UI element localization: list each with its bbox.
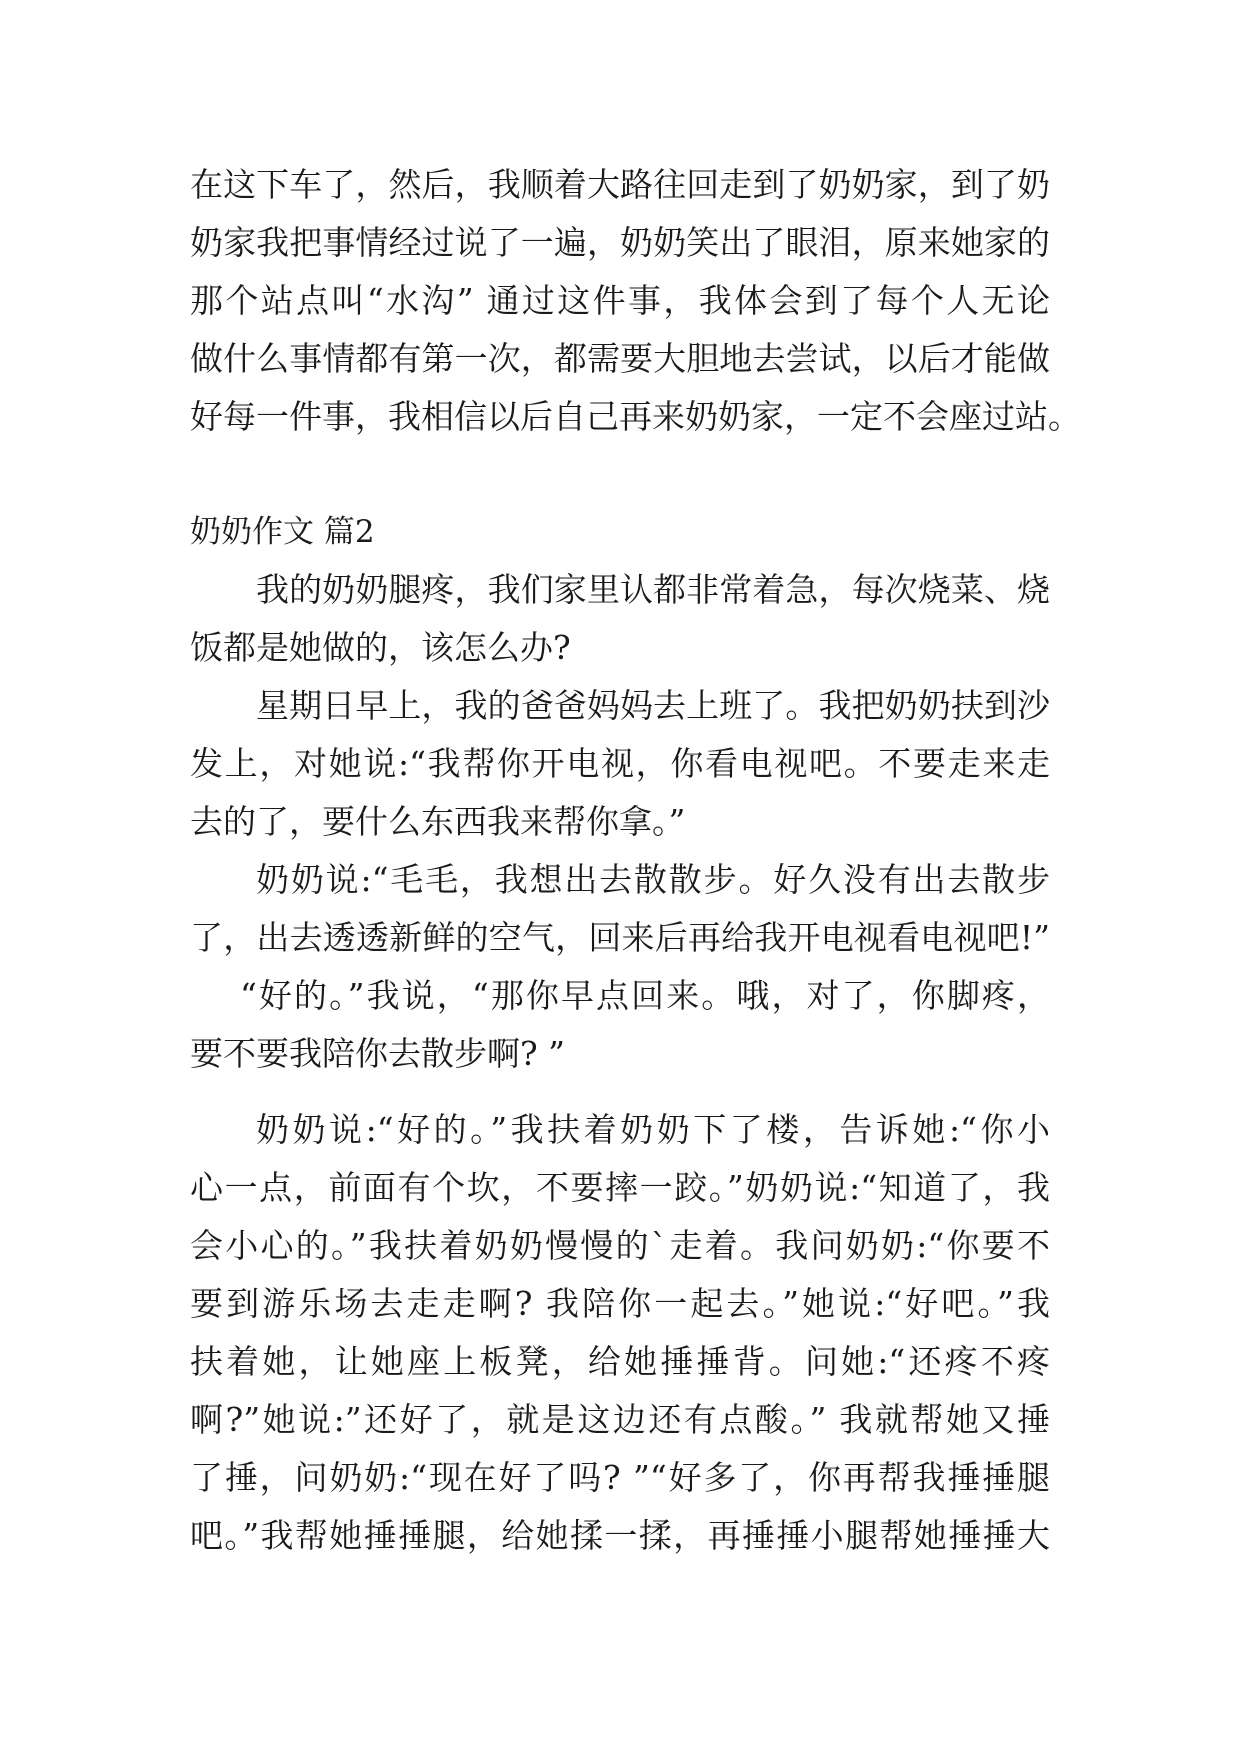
text-line: 奶家我把事情经过说了一遍，奶奶笑出了眼泪，原来她家的	[190, 223, 1050, 262]
text-line: 饭都是她做的，该怎么办?	[190, 628, 571, 667]
text-line: 心一点，前面有个坎，不要摔一跤。”奶奶说:“知道了，我	[190, 1168, 1050, 1207]
text-line: 做什么事情都有第一次，都需要大胆地去尝试，以后才能做	[190, 339, 1050, 378]
text-line: 吧。”我帮她捶捶腿，给她揉一揉，再捶捶小腿帮她捶捶大	[190, 1516, 1050, 1555]
text-line: 发上，对她说:“我帮你开电视，你看电视吧。不要走来走	[190, 744, 1050, 783]
text-line: 好每一件事，我相信以后自己再来奶奶家，一定不会座过站。	[190, 397, 1081, 436]
paragraph-first-line: 奶奶说:“好的。”我扶着奶奶下了楼，告诉她:“你小	[256, 1110, 1050, 1149]
text-line: 会小心的。”我扶着奶奶慢慢的`走着。我问奶奶:“你要不	[190, 1226, 1050, 1265]
text-line: 在这下车了，然后，我顺着大路往回走到了奶奶家，到了奶	[190, 165, 1050, 204]
text-line: 要不要我陪你去散步啊? ”	[190, 1034, 566, 1073]
paragraph-first-line: 星期日早上，我的爸爸妈妈去上班了。我把奶奶扶到沙	[256, 686, 1050, 725]
paragraph-first-line: 奶奶说:“毛毛，我想出去散散步。好久没有出去散步	[256, 860, 1050, 899]
text-line: 去的了，要什么东西我来帮你拿。”	[190, 802, 686, 841]
text-line: 了捶，问奶奶:“现在好了吗? ”“好多了，你再帮我捶捶腿	[190, 1458, 1050, 1497]
text-line: 要到游乐场去走走啊? 我陪你一起去。”她说:“好吧。”我	[190, 1284, 1050, 1323]
text-line: 那个站点叫“水沟” 通过这件事，我体会到了每个人无论	[190, 281, 1050, 320]
text-line: 扶着她，让她座上板凳，给她捶捶背。问她:“还疼不疼	[190, 1342, 1050, 1381]
paragraph-first-line: 我的奶奶腿疼，我们家里认都非常着急，每次烧菜、烧	[256, 570, 1050, 609]
text-line: 了，出去透透新鲜的空气，回来后再给我开电视看电视吧!”	[190, 918, 1050, 957]
paragraph-first-line: “好的。”我说，“那你早点回来。哦，对了，你脚疼，	[240, 976, 1050, 1015]
section-heading: 奶奶作文 篇2	[190, 514, 375, 550]
text-line: 啊?”她说:”还好了，就是这边还有点酸。” 我就帮她又捶	[190, 1400, 1050, 1439]
